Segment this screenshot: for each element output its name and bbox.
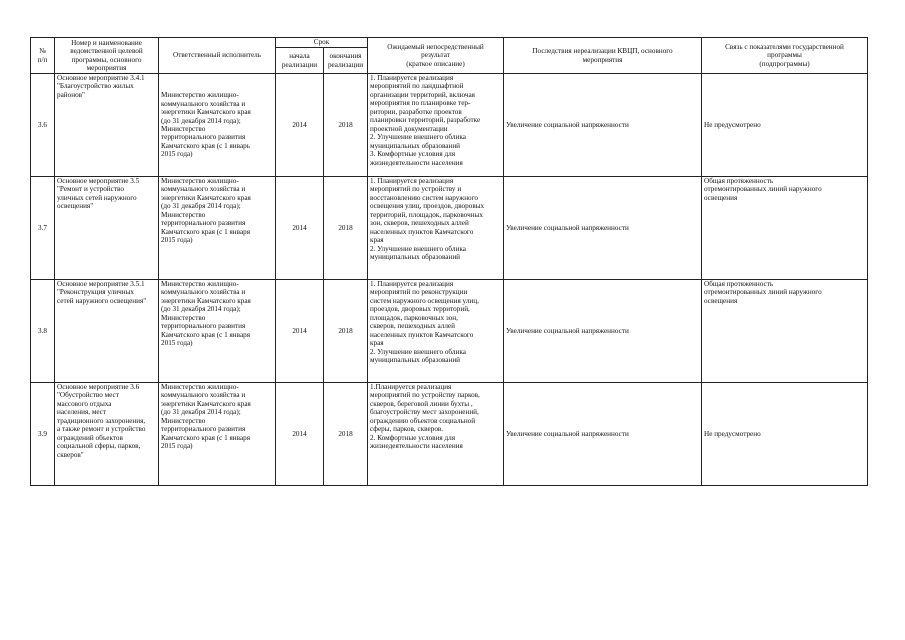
row-link: Не предусмотрено [702,74,868,177]
row-link: Не предусмотрено [702,383,868,486]
row-end: 2018 [324,177,368,280]
header-name: Номер и наименование ведомственной целевой программы, основного мероприятия [55,38,159,74]
row-consequences: Увеличение социальной напряженности [504,383,702,486]
header-start: начала реализации [276,48,324,74]
row-link: Общая протяженность отремонтированных линий наружного освещения [702,177,868,280]
row-num: 3.9 [31,383,55,486]
row-executor: Министерство жилищно- коммунального хозяйства и энергетики Камчатского края (до 31 декабря 2014 года); Министерство территориального развития Камчатского края (с 1 января 2015 года) [159,383,276,486]
program-table [30,37,868,486]
row-executor: Министерство жилищно- коммунального хозяйства и энергетики Камчатского края (до 31 декабря 2014 года); Министерство территориального развития Камчатского края (с 1 января 2015 года) [159,177,276,280]
header-result: Ожидаемый непосредственный результат (краткое описание) [368,38,504,74]
header-num: № п/п [31,38,55,74]
row-name: Основное мероприятие 3.4.1 "Благоустройство жилых районов" [55,74,159,177]
row-end: 2018 [324,383,368,486]
row-consequences: Увеличение социальной напряженности [504,74,702,177]
row-name: Основное мероприятие 3.6 "Обустройство мест массового отдыха населения, мест традиционного захоронения, а также ремонт и устройство ограждений объектов социальной сферы, парков, скверов" [55,383,159,486]
row-result: 1. Планируется реализация мероприятий по реконструкции систем наружного освещения улиц, проездов, дворовых территорий, площадок, парковочных зон, скверов, пешеходных аллей населенных пунктов Камчатского края 2. Улучшение внешнего облика муниципальных образований [368,280,504,383]
row-start: 2014 [276,177,324,280]
row-start: 2014 [276,74,324,177]
row-start: 2014 [276,280,324,383]
row-executor: Министерство жилищно- коммунального хозяйства и энергетики Камчатского края (до 31 декабря 2014 года); Министерство территориального развития Камчатского края (с 1 январь 2015 года) [159,74,276,177]
row-name: Основное мероприятие 3.5.1 "Реконструкция уличных сетей наружного освещения" [55,280,159,383]
header-end: окончания реализации [324,48,368,74]
row-start: 2014 [276,383,324,486]
row-num: 3.6 [31,74,55,177]
table-row [31,177,868,280]
row-num: 3.8 [31,280,55,383]
row-consequences: Увеличение социальной напряженности [504,177,702,280]
row-end: 2018 [324,74,368,177]
row-consequences: Увеличение социальной напряженности [504,280,702,383]
table-row [31,74,868,177]
header-term: Срок [276,38,368,48]
row-num: 3.7 [31,177,55,280]
header-row-1 [31,38,868,48]
row-result: 1. Планируется реализация мероприятий по устройству и восстановлению систем наружного освещения улиц, проездов, дворовых территорий, площадок, парковочных зон, скверов, пешеходных аллей населенных пунктов Камчатского края 2. Улучшение внешнего облика муниципальных образований [368,177,504,280]
row-result: 1.Планируется реализация мероприятий по устройству парков, скверов, береговой линии бухты , благоустройству мест захоронений, ограждению объектов социальной сферы, парков, скверов. 2. Комфортные условия для жизнедеятельности населения [368,383,504,486]
table-row [31,383,868,486]
header-link: Связь с показателями государственной программы (подпрограммы) [702,38,868,74]
row-executor: Министерство жилищно- коммунального хозяйства и энергетики Камчатского края (до 31 декабря 2014 года); Министерство территориального развития Камчатского края (с 1 января 2015 года) [159,280,276,383]
row-link: Общая протяженность отремонтированных линий наружного освещения [702,280,868,383]
row-result: 1. Планируется реализация мероприятий по ландшафтной организации территорий, включая мероприятия по планировке тер- ритории, разработке проектов планировки территорий, разработке проектной документации 2. Улучшение внешнего облика муниципальных образований 3. Комфортные условия для жизнедеятельности населения [368,74,504,177]
row-end: 2018 [324,280,368,383]
header-executor: Ответственный исполнитель [159,38,276,74]
row-name: Основное мероприятие 3.5 "Ремонт и устройство уличных сетей наружного освещения" [55,177,159,280]
table-row [31,280,868,383]
header-consequences: Последствия нереализации КВЦП, основного мероприятия [504,38,702,74]
